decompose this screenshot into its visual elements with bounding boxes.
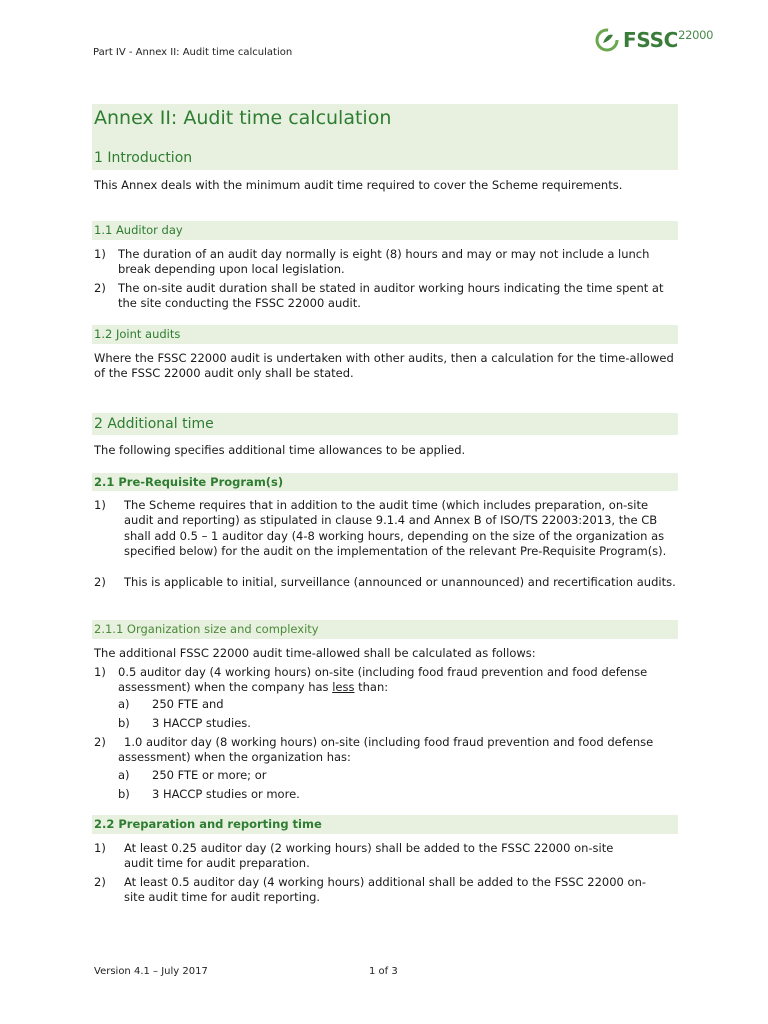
section-1-2-heading: 1.2 Joint audits bbox=[94, 327, 181, 341]
list-item-text: than: bbox=[354, 680, 389, 695]
underlined-word: less bbox=[332, 680, 355, 695]
list-marker: 1) bbox=[94, 841, 106, 855]
list-marker: 1) bbox=[94, 247, 106, 261]
list-item: At least 0.5 auditor day (4 working hours) additional shall be added to the FSSC 22000 on-site audit time for audit reporting. bbox=[124, 875, 647, 905]
section-1-heading: 1 Introduction bbox=[94, 150, 193, 166]
list-item: This is applicable to initial, surveillance (announced or unannounced) and recertification audits. bbox=[124, 575, 676, 589]
section-2-2-heading: 2.2 Preparation and reporting time bbox=[94, 817, 322, 831]
footer-version: Version 4.1 – July 2017 bbox=[94, 966, 208, 977]
section-2-1-1-heading: 2.1.1 Organization size and complexity bbox=[94, 622, 319, 636]
sub-marker: a) bbox=[118, 697, 130, 711]
page-title: Annex II: Audit time calculation bbox=[94, 107, 392, 129]
footer-page-number: 1 of 3 bbox=[369, 966, 398, 977]
section-2-1-1-intro: The additional FSSC 22000 audit time-allowed shall be calculated as follows: bbox=[94, 646, 536, 660]
section-2-1-heading: 2.1 Pre-Requisite Program(s) bbox=[94, 475, 284, 489]
sub-marker: a) bbox=[118, 768, 130, 782]
list-marker: 1) bbox=[94, 665, 106, 679]
sub-item: 3 HACCP studies or more. bbox=[152, 787, 300, 801]
list-marker: 2) bbox=[94, 875, 106, 889]
section-1-1-heading: 1.1 Auditor day bbox=[94, 223, 183, 237]
list-item: The on-site audit duration shall be stated in auditor working hours indicating the time spent at the site conducting the FSSC 22000 audit. bbox=[118, 281, 664, 311]
sub-marker: b) bbox=[118, 716, 130, 730]
list-marker: 2) bbox=[94, 575, 106, 589]
logo-number: 22000 bbox=[678, 28, 714, 42]
logo-brand: FSSC bbox=[623, 28, 679, 52]
list-item: At least 0.25 auditor day (2 working hours) shall be added to the FSSC 22000 on-site audit time for audit preparation. bbox=[124, 841, 614, 871]
list-marker: 1) bbox=[94, 498, 106, 512]
list-item: The duration of an audit day normally is eight (8) hours and may or may not include a lunch break depending upon local legislation. bbox=[118, 247, 650, 277]
section-1-body: This Annex deals with the minimum audit time required to cover the Scheme requirements. bbox=[94, 178, 623, 192]
list-marker: 2) bbox=[94, 281, 106, 295]
fssc-logo bbox=[594, 25, 714, 55]
section-1-2-body: Where the FSSC 22000 audit is undertaken with other audits, then a calculation for the time-allowed of the FSSC 22000 audit only shall be stated. bbox=[94, 351, 674, 381]
list-item: The Scheme requires that in addition to the audit time (which includes preparation, on-site audit and reporting) as stipulated in clause 9.1.4 and Annex B of ISO/TS 22003:2013, the CB shall add 0.5 – 1 auditor day (4-8 working hours, depending on the size of the organization as specified below) for the audit on the implementation of the relevant Pre-Requisite Program(s). bbox=[124, 498, 667, 558]
sub-marker: b) bbox=[118, 787, 130, 801]
sub-item: 3 HACCP studies. bbox=[152, 716, 251, 730]
running-header: Part IV - Annex II: Audit time calculation bbox=[93, 47, 293, 58]
list-item bbox=[118, 665, 678, 696]
list-marker: 2) bbox=[94, 735, 106, 749]
section-2-body: The following specifies additional time allowances to be applied. bbox=[94, 443, 466, 457]
leaf-circle-icon bbox=[594, 27, 620, 53]
sub-item: 250 FTE and bbox=[152, 697, 224, 711]
section-2-heading: 2 Additional time bbox=[94, 416, 214, 432]
list-item: 1.0 auditor day (8 working hours) on-site (including food fraud prevention and food defense assessment) when the organization has: bbox=[118, 735, 654, 765]
list-item-text: 0.5 auditor day (4 working hours) on-site (including food fraud prevention and food defense assessment) when the company has bbox=[118, 665, 648, 695]
sub-item: 250 FTE or more; or bbox=[152, 768, 267, 782]
